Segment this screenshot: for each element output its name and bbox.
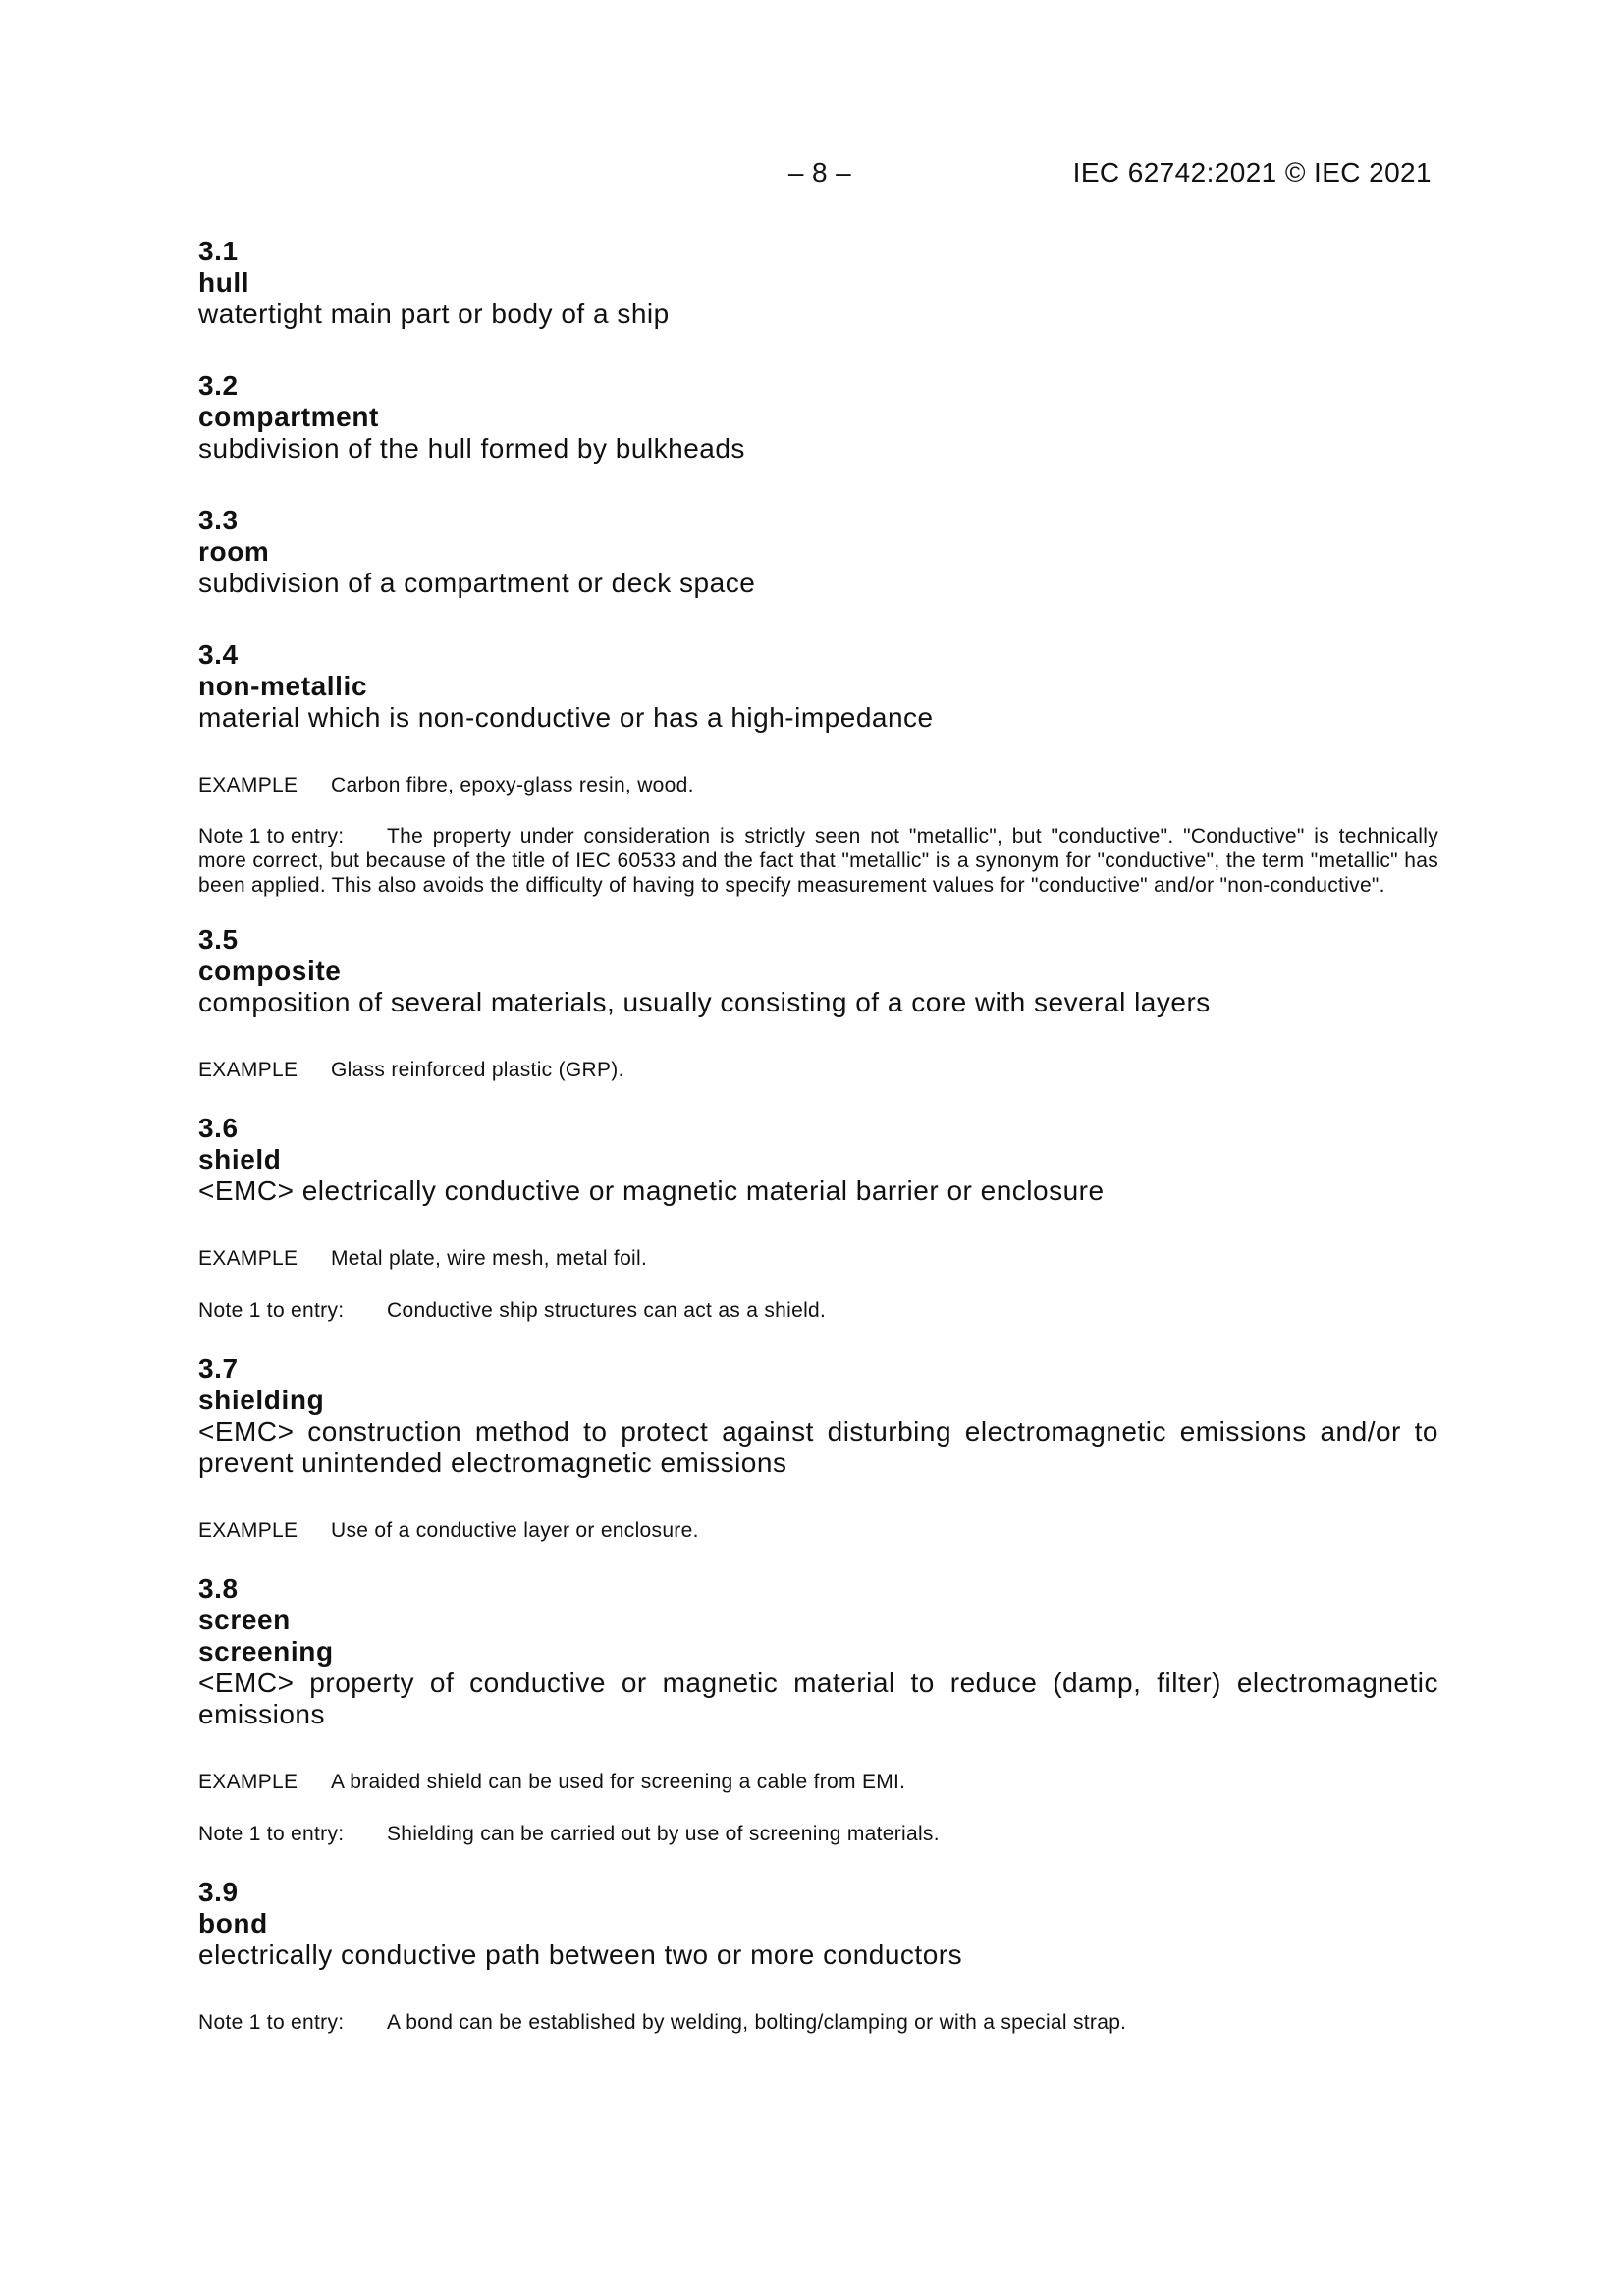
entry-number: 3.1: [198, 236, 239, 266]
entry-number: 3.6: [198, 1113, 239, 1143]
entry-definition: <EMC> construction method to protect against disturbing electromagnetic emissions and/or to prevent unintended electromagnetic emissions: [198, 1416, 1438, 1478]
example-label: EXAMPLE: [198, 774, 298, 796]
entry-3-7: [198, 1353, 1438, 1543]
entry-3-1: [198, 236, 1438, 330]
entry-term: bond: [198, 1908, 268, 1939]
example-text: Glass reinforced plastic (GRP).: [331, 1059, 624, 1081]
example-text: Use of a conductive layer or enclosure.: [331, 1519, 699, 1542]
note-label: Note 1 to entry:: [198, 825, 345, 847]
terms-and-definitions: [198, 236, 1438, 2035]
document-identifier: IEC 62742:2021 © IEC 2021: [1072, 157, 1432, 188]
entry-number: 3.4: [198, 639, 239, 670]
entry-3-4: [198, 639, 1438, 898]
example-text: Metal plate, wire mesh, metal foil.: [331, 1247, 648, 1270]
entry-definition: subdivision of the hull formed by bulkheads: [198, 433, 745, 464]
entry-example: [198, 773, 1438, 797]
page-header: [0, 157, 1623, 196]
entry-term-alternate: screening: [198, 1636, 334, 1667]
example-label: EXAMPLE: [198, 1059, 298, 1081]
entry-definition: subdivision of a compartment or deck space: [198, 568, 756, 598]
entry-term: compartment: [198, 402, 379, 432]
entry-number: 3.8: [198, 1573, 239, 1604]
entry-definition: composition of several materials, usually consisting of a core with several layers: [198, 987, 1211, 1017]
entry-term: screen: [198, 1605, 291, 1635]
example-label: EXAMPLE: [198, 1771, 298, 1793]
example-label: EXAMPLE: [198, 1247, 298, 1270]
entry-term: room: [198, 536, 270, 567]
entry-3-6: [198, 1113, 1438, 1323]
entry-3-3: [198, 505, 1438, 599]
entry-definition: material which is non-conductive or has a high-impedance: [198, 702, 934, 733]
entry-note: [198, 824, 1438, 898]
entry-number: 3.9: [198, 1877, 239, 1907]
entry-term: shield: [198, 1144, 282, 1175]
example-text: Carbon fibre, epoxy-glass resin, wood.: [331, 774, 694, 796]
entry-number: 3.5: [198, 924, 239, 955]
entry-3-8: [198, 1573, 1438, 1846]
note-text: Shielding can be carried out by use of screening materials.: [387, 1823, 940, 1845]
example-label: EXAMPLE: [198, 1519, 298, 1542]
page-number: – 8 –: [787, 157, 852, 188]
entry-number: 3.7: [198, 1353, 239, 1384]
entry-definition: watertight main part or body of a ship: [198, 299, 670, 329]
entry-term: shielding: [198, 1385, 325, 1415]
note-text: A bond can be established by welding, bolting/clamping or with a special strap.: [387, 2011, 1127, 2034]
entry-note: [198, 1298, 1438, 1323]
entry-definition: <EMC> property of conductive or magnetic material to reduce (damp, filter) electromagnetic emissions: [198, 1667, 1438, 1729]
entry-number: 3.3: [198, 505, 239, 535]
entry-term: non-metallic: [198, 671, 368, 701]
entry-3-5: [198, 924, 1438, 1082]
entry-definition: electrically conductive path between two or more conductors: [198, 1940, 963, 1970]
entry-example: [198, 1246, 1438, 1271]
note-text: Conductive ship structures can act as a shield.: [387, 1299, 827, 1322]
entry-term: hull: [198, 267, 250, 298]
entry-3-2: [198, 370, 1438, 465]
entry-number: 3.2: [198, 370, 239, 401]
entry-example: [198, 1058, 1438, 1082]
note-label: Note 1 to entry:: [198, 1823, 345, 1845]
example-text: A braided shield can be used for screening a cable from EMI.: [331, 1771, 906, 1793]
entry-example: [198, 1770, 1438, 1794]
entry-term: composite: [198, 956, 342, 986]
note-text: The property under consideration is strictly seen not "metallic", but "conductive". "Conductive" is technically more correct, but because of the title of IEC 60533 and the fact that "metallic" is a synonym for "conductive", the term "metallic" has been applied. This also avoids the difficulty of having to specify measurement values for "conductive" and/or "non-conductive".: [198, 825, 1438, 897]
note-label: Note 1 to entry:: [198, 1299, 345, 1322]
entry-definition: <EMC> electrically conductive or magnetic material barrier or enclosure: [198, 1175, 1105, 1206]
entry-example: [198, 1518, 1438, 1543]
note-label: Note 1 to entry:: [198, 2011, 345, 2034]
entry-3-9: [198, 1877, 1438, 2035]
entry-note: [198, 1822, 1438, 1846]
entry-note: [198, 2010, 1438, 2035]
